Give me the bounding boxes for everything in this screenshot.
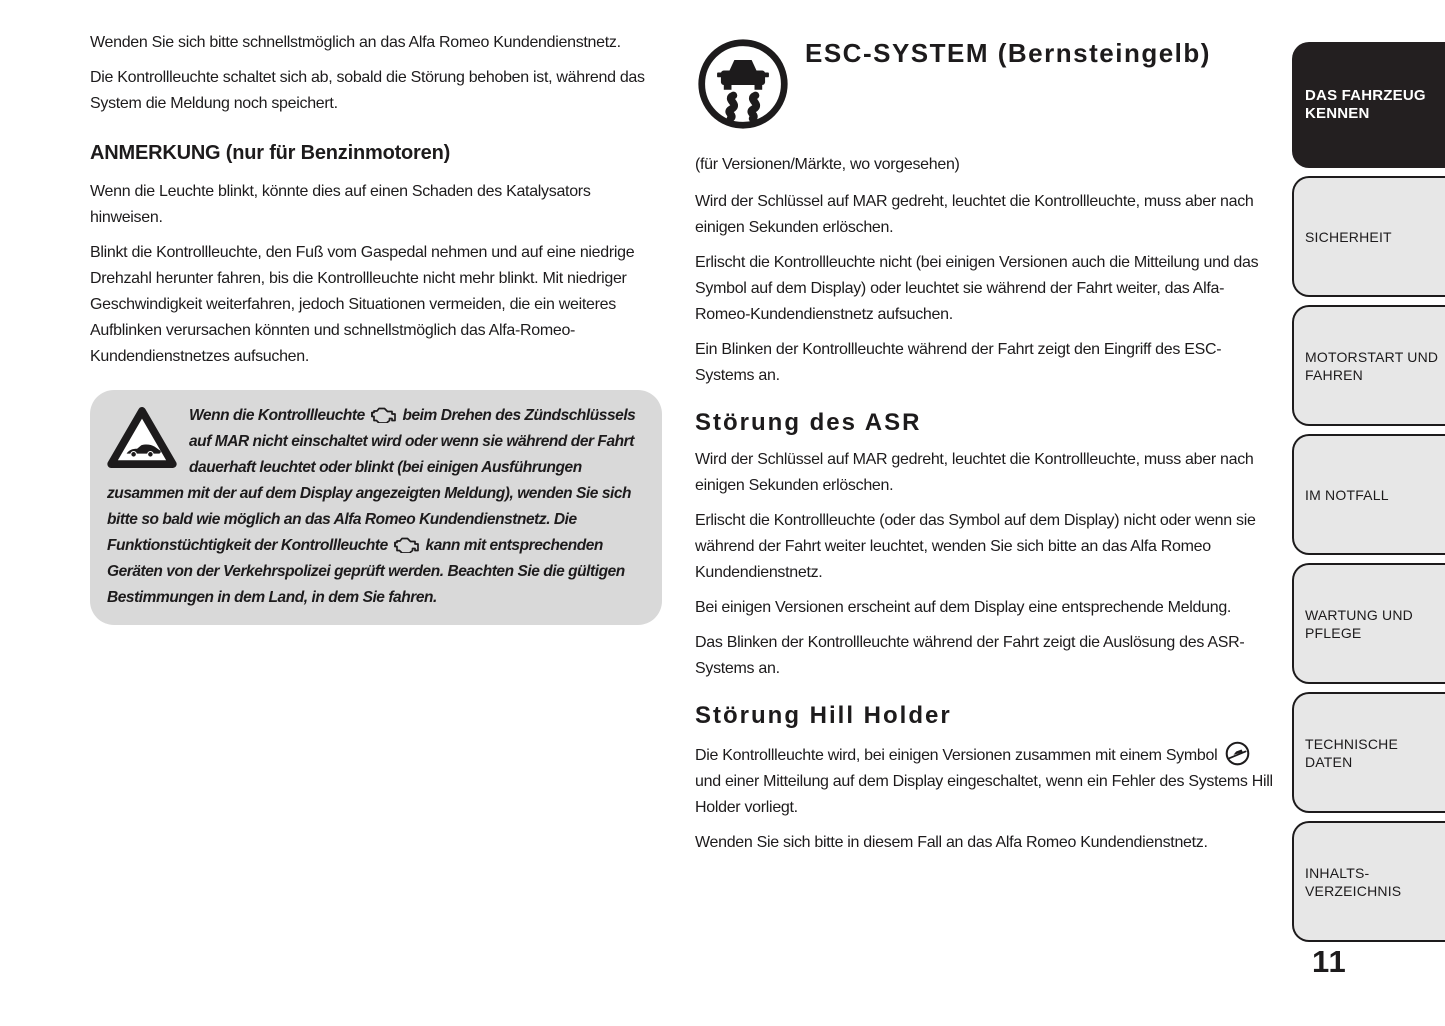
warning-box	[90, 390, 662, 625]
section-tab-bar	[1292, 42, 1445, 950]
hill-holder-text-seg2: und einer Mitteilung auf dem Display eingeschaltet, wenn ein Fehler des Systems Hill Holder vorliegt.	[695, 773, 1273, 816]
warning-text-seg3: kann mit entsprechenden Geräten von der Verkehrspolizei geprüft werden. Beachten Sie die gültigen Bestimmungen in dem Land, in dem Sie fahren.	[107, 537, 625, 606]
page-number: 11	[1312, 944, 1347, 979]
paragraph: Wenden Sie sich bitte schnellstmöglich an das Alfa Romeo Kundendienstnetz.	[90, 34, 621, 51]
sidebar-tab-technische-daten[interactable]	[1292, 692, 1445, 813]
esc-indicator-icon	[695, 36, 791, 132]
check-engine-icon	[371, 406, 397, 423]
paragraph: Blinkt die Kontrollleuchte, den Fuß vom Gaspedal nehmen und auf eine niedrige Drehzahl herunter fahren, bis die Kontrollleuchte nicht mehr blinkt. Mit niedriger Geschwindigkeit weiterfahren, jedoch Situationen vermeiden, die ein weiteres Aufblinken verursachen könnten und schnellstmöglich das Alfa-Romeo-Kundendienstnetzes aufsuchen.	[90, 244, 635, 365]
warning-text	[107, 403, 645, 611]
tab-label: MOTORSTART UND FAHREN	[1305, 348, 1439, 383]
tab-label: WARTUNG UND PFLEGE	[1305, 606, 1413, 641]
sidebar-tab-motorstart-und-fahren[interactable]	[1292, 305, 1445, 426]
check-engine-icon	[394, 536, 420, 553]
esc-heading: ESC-SYSTEM (Bernsteingelb)	[805, 38, 1211, 68]
sidebar-tab-im-notfall[interactable]	[1292, 434, 1445, 555]
warning-text-seg2: beim Drehen des Zündschlüssels auf MAR nicht einschaltet wird oder wenn sie während der Fahrt dauerhaft leuchtet oder blinkt (bei einigen Ausführungen zusammen mit der auf dem Display angezeigten Meldung), wenden Sie sich bitte so bald wie möglich an das Alfa Romeo Kundendienstnetz. Die Funktionstüchtigkeit der Kontrollleuchte	[107, 407, 636, 554]
paragraph: Erlischt die Kontrollleuchte (oder das Symbol auf dem Display) nicht oder wenn sie während der Fahrt weiter leuchtet, wenden Sie sich bitte an das Alfa Romeo Kundendienstnetz.	[695, 512, 1256, 581]
esc-subnote: (für Versionen/Märkte, wo vorgesehen)	[695, 156, 960, 173]
sidebar-tab-inhaltsverzeichnis[interactable]	[1292, 821, 1445, 942]
note-heading: ANMERKUNG (nur für Benzinmotoren)	[90, 142, 451, 164]
paragraph: Wird der Schlüssel auf MAR gedreht, leuchtet die Kontrollleuchte, muss aber nach einigen Sekunden erlöschen.	[695, 193, 1254, 236]
tab-label: TECHNISCHE DATEN	[1305, 735, 1399, 770]
paragraph: Erlischt die Kontrollleuchte nicht (bei einigen Versionen auch die Mitteilung und das Symbol auf dem Display) oder leuchtet sie während der Fahrt weiter, das Alfa-Romeo-Kundendienstnetz aufsuchen.	[695, 254, 1259, 323]
paragraph: Die Kontrollleuchte schaltet sich ab, sobald die Störung behoben ist, während das System die Meldung noch speichert.	[90, 69, 645, 112]
paragraph: Bei einigen Versionen erscheint auf dem Display eine entsprechende Meldung.	[695, 599, 1232, 616]
hill-holder-heading: Störung Hill Holder	[695, 702, 952, 729]
right-column	[695, 30, 1273, 865]
paragraph: Das Blinken der Kontrollleuchte während der Fahrt zeigt die Auslösung des ASR-Systems an.	[695, 634, 1245, 677]
asr-heading: Störung des ASR	[695, 409, 922, 436]
sidebar-tab-sicherheit[interactable]	[1292, 176, 1445, 297]
tab-label: SICHERHEIT	[1305, 228, 1392, 245]
sidebar-tab-das-fahrzeug-kennen[interactable]	[1292, 42, 1445, 168]
left-column	[90, 30, 662, 625]
warning-text-seg1: Wenn die Kontrollleuchte	[189, 407, 369, 424]
tab-label: DAS FAHRZEUG KENNEN	[1305, 87, 1426, 122]
esc-header	[695, 30, 1273, 152]
tab-label: IM NOTFALL	[1305, 486, 1389, 503]
paragraph: Wenden Sie sich bitte in diesem Fall an das Alfa Romeo Kundendienstnetz.	[695, 834, 1208, 851]
hill-holder-text-seg1: Die Kontrollleuchte wird, bei einigen Versionen zusammen mit einem Symbol	[695, 747, 1222, 764]
hill-holder-icon	[1224, 740, 1251, 767]
paragraph: Wenn die Leuchte blinkt, könnte dies auf einen Schaden des Katalysators hinweisen.	[90, 183, 591, 226]
paragraph: Wird der Schlüssel auf MAR gedreht, leuchtet die Kontrollleuchte, muss aber nach einigen Sekunden erlöschen.	[695, 451, 1254, 494]
warning-triangle-car-icon	[107, 406, 177, 469]
tab-label: INHALTS-VERZEICHNIS	[1305, 864, 1402, 899]
sidebar-tab-wartung-und-pflege[interactable]	[1292, 563, 1445, 684]
paragraph: Ein Blinken der Kontrollleuchte während der Fahrt zeigt den Eingriff des ESC-Systems an.	[695, 341, 1222, 384]
hill-holder-paragraph	[695, 740, 1273, 821]
